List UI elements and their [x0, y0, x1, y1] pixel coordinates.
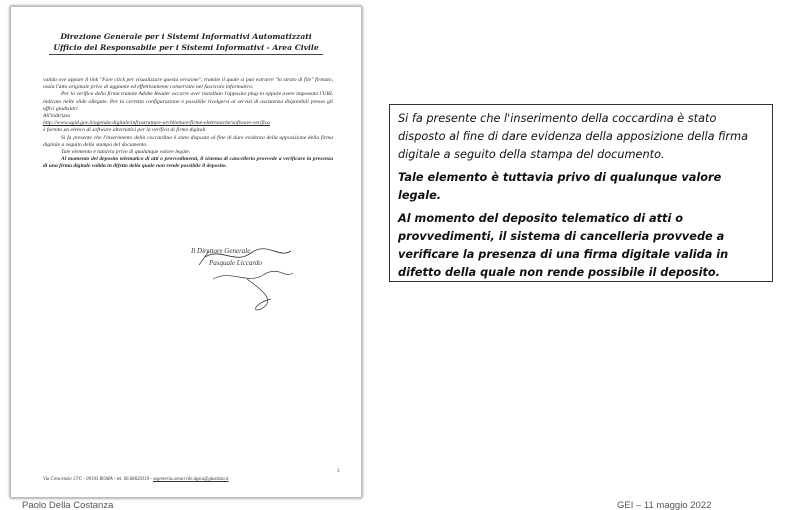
letter-paragraph: Al momento del deposito telematico di atti o provvedimenti, il sistema di cancelleria provvede a verificare la presenza di una firma digitale valida in difetto della quale non rende possibile il deposito. [43, 156, 333, 170]
footer-date: GEI – 11 maggio 2022 [617, 500, 712, 510]
letter-footer [43, 477, 333, 482]
note-paragraph-2: Tale elemento è tuttavia privo di qualunque valore legale. [398, 171, 722, 202]
letter-paragraph: Tale elemento è tuttavia privo di qualunque valore legale. [61, 149, 191, 156]
note-paragraph-1: Si fa presente che l'inserimento della coccardina è stato disposto al fine di dare evidenza della apposizione della firma digitale a seguito della stampa del documento. [398, 112, 748, 161]
header-rule [49, 54, 323, 55]
handwritten-signature-icon [191, 245, 301, 317]
footer-email[interactable]: segreteria.areacivile.dgsia@giustizia.it [152, 477, 229, 482]
letter-paragraph: Per la verifica della firma tramite Adobe Reader occorre aver installato l'apposito plug-in oppure avere impostato l'URL indicato nelle slide allegate. Per la corretta configurazione è possibile rivolgersi ai servizi di assistenza disponibili presso gli uffici giudiziari [43, 91, 333, 112]
footer-address: Via Crescenzio 17/C - 00193 ROMA - tel. 06.68620319 - [43, 477, 153, 482]
verification-link[interactable]: http://www.agid.gov.it/agenda-digitale/infrastrutture-architetture/firme-elettroniche/software-verifica [43, 120, 270, 127]
letter-header-line1: Direzione Generale per i Sistemi Informativi Automatizzati [60, 32, 312, 41]
scanned-letter-page [10, 6, 362, 498]
note-paragraph-3: Al momento del deposito telematico di atti o provvedimenti, il sistema di cancelleria provvede a verificare la presenza di una firma digitale valida in difetto della quale non rende possibile il deposito. [398, 212, 729, 279]
letter-body [43, 77, 333, 171]
transcription-box [389, 104, 773, 282]
signature-name: Pasquale Liccardo [209, 259, 262, 267]
letter-header [31, 31, 341, 55]
footer-author: Paolo Della Costanza [22, 500, 114, 510]
letter-paragraph: Si fa presente che l'inserimento della coccardina è stato disposto al fine di dare evidenza della apposizione della firma digitale a seguito della stampa del documento. [43, 134, 333, 148]
letter-paragraph: valido ove appare il link "Fare click per visualizzare questa versione", tramite il quale si può estrarre "lo strato di file" firmato, ossia l'atto originale privo di aggiunte ed effettivamente conservato nel fascicolo informatico. [43, 77, 333, 91]
page-number: 3 [337, 469, 340, 474]
signature-title: Il Direttore Generale [191, 247, 251, 255]
letter-paragraph: All'indirizzo [43, 113, 71, 120]
letter-paragraph: è fornito un elenco di software alternativi per la verifica di firme digitali [43, 127, 206, 134]
signature-block [191, 245, 301, 317]
letter-header-line2: Ufficio del Responsabile per i Sistemi Informativi - Area Civile [53, 43, 319, 52]
